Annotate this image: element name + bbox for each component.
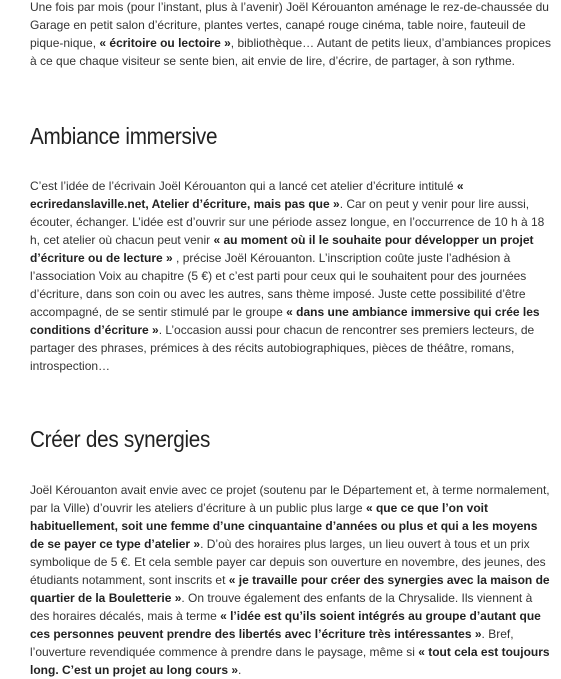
body-text: . D’où des horaires plus larges, un lieu ouvert à tous et un prix symbolique de 5 €. Et cela semble payer car depuis son ouverture en novembre, des jeunes, des étudiants notamment, sont inscrits et <box>30 537 546 587</box>
body-text: Une fois par mois (pour l’instant, plus à l’avenir) Joël Kérouanton aménage le rez-de-chaussée du Garage en petit salon d’écriture, plantes vertes, canapé rouge cinéma, table noire, fauteuil de pique-nique, <box>30 0 549 50</box>
section-heading-ambiance: Ambiance immersive <box>30 123 218 149</box>
quote-text: « je travaille pour créer des synergies avec la maison de quartier de la Bouletterie » <box>30 573 550 605</box>
quote-text: « l’idée est qu’ils soient intégrés au groupe d’autant que ces personnes peuvent prendre des libertés avec l’écriture très intéressantes » <box>30 609 541 641</box>
body-text: . On trouve également des enfants de la Chrysalide. Ils viennent à des horaires décalés, mais à terme <box>30 591 533 623</box>
body-text: . L’occasion aussi pour chacun de rencontrer ses premiers lecteurs, de partager des phrases, prémices à des récits autobiographiques, pièces de théâtre, romans, introspection… <box>30 323 535 373</box>
body-text: , précise Joël Kérouanton. L’inscription coûte juste l’adhésion à l’association Voix au chapitre (5 €) et c’est parti pour ceux qui le souhaitent pour des journées d’écriture, dans son coin ou avec les autres, sans thème imposé. Juste cette possibilité d’être accompagné, de se sentir stimulé par le groupe <box>30 251 527 319</box>
section-heading-synergies: Créer des synergies <box>30 426 211 452</box>
ambiance-paragraph <box>30 177 551 375</box>
body-text: C’est l’idée de l’écrivain Joël Kérouanton qui a lancé cet atelier d’écriture intitulé <box>30 179 457 193</box>
body-text: . <box>238 663 242 677</box>
body-text: , bibliothèque… Autant de petits lieux, d’ambiances propices à ce que chaque visiteur se sente bien, ait envie de lire, d’écrire, de partager, à son rythme. <box>30 36 551 68</box>
quote-text: « dans une ambiance immersive qui crée les conditions d’écriture » <box>30 305 540 337</box>
quote-text: « que ce que l’on voit habituellement, soit une femme d’une cinquantaine d’années ou plus et qui a les moyens de se payer ce type d’atelier » <box>30 501 538 551</box>
synergies-paragraph <box>30 481 551 679</box>
body-text: . Bref, l’ouverture revendiquée commence à prendre dans le paysage, même si <box>30 627 514 659</box>
quote-text: « ecriredanslaville.net, Atelier d’écriture, mais pas que » <box>30 179 464 211</box>
quote-text: « au moment où il le souhaite pour développer un projet d’écriture ou de lecture » <box>30 233 534 265</box>
body-text: Joël Kérouanton avait envie avec ce projet (soutenu par le Département et, à terme normalement, par la Ville) d’ouvrir les ateliers d’écriture à un public plus large <box>30 483 550 515</box>
quote-text: « écritoire ou lectoire » <box>99 36 231 50</box>
intro-paragraph <box>30 0 551 70</box>
body-text: . Car on peut y venir pour lire aussi, écouter, échanger. L’idée est d’ouvrir sur une période assez longue, en l’occurrence de 10 h à 18 h, cet atelier où chacun peut venir <box>30 197 545 247</box>
quote-text: « tout cela est toujours long. C’est un projet au long cours » <box>30 645 550 677</box>
